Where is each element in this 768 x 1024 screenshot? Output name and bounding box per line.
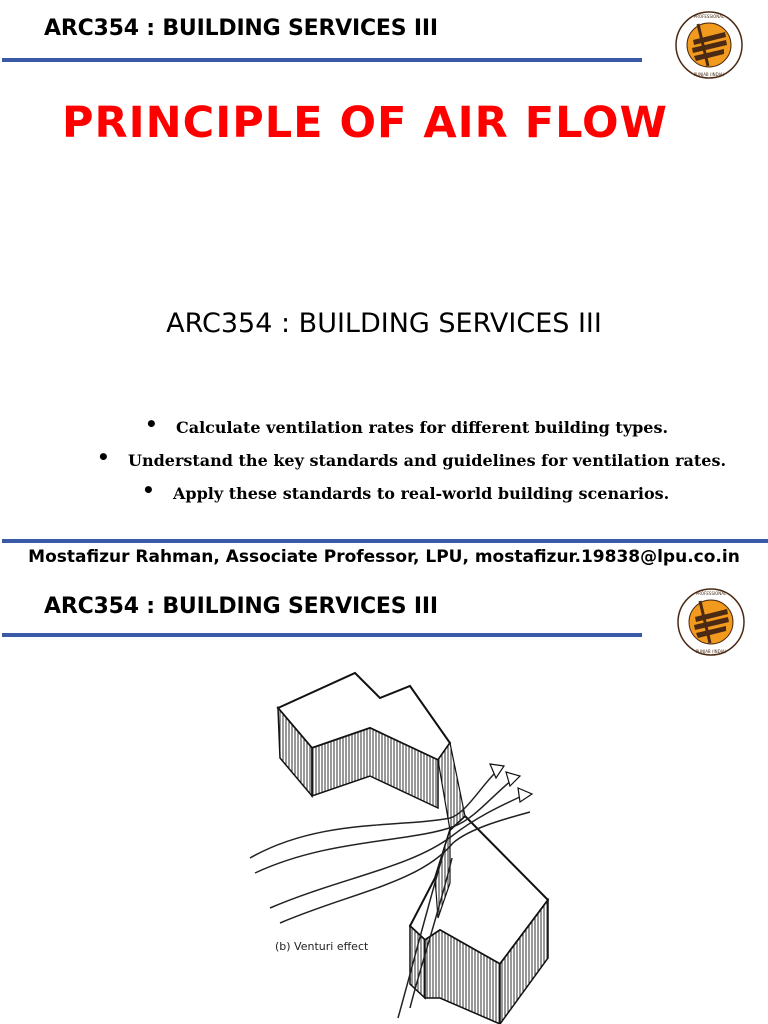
list-item	[0, 480, 768, 513]
slide-title: PRINCIPLE OF AIR FLOW	[62, 98, 668, 148]
bullet-marker: •	[97, 445, 110, 469]
course-header: ARC354 : BUILDING SERVICES III	[44, 594, 438, 619]
header-rule	[2, 58, 642, 62]
course-subtitle: ARC354 : BUILDING SERVICES III	[166, 308, 602, 339]
objective-text: Understand the key standards and guidelines for ventilation rates.	[128, 451, 727, 470]
svg-text:PROFESSIONAL: PROFESSIONAL	[695, 591, 727, 596]
footer-rule	[2, 539, 768, 543]
svg-text:PUNJAB (INDIA): PUNJAB (INDIA)	[693, 72, 725, 77]
svg-text:PUNJAB (INDIA): PUNJAB (INDIA)	[695, 649, 727, 654]
bullet-marker: •	[142, 478, 155, 502]
author-credit: Mostafizur Rahman, Associate Professor, LPU, mostafizur.19838@lpu.co.in	[28, 547, 740, 567]
svg-text:PROFESSIONAL: PROFESSIONAL	[693, 14, 725, 19]
list-item	[0, 447, 768, 480]
objective-text: Apply these standards to real-world building scenarios.	[173, 484, 670, 503]
university-logo-icon	[674, 10, 744, 80]
figure-caption: (b) Venturi effect	[275, 940, 369, 953]
university-logo-icon	[676, 587, 746, 657]
course-header: ARC354 : BUILDING SERVICES III	[44, 16, 438, 41]
header-rule	[2, 633, 642, 637]
objective-text: Calculate ventilation rates for different building types.	[176, 418, 669, 437]
bullet-marker: •	[145, 412, 158, 436]
objectives-list	[0, 414, 768, 513]
list-item	[0, 414, 768, 447]
venturi-effect-diagram	[120, 668, 570, 1024]
